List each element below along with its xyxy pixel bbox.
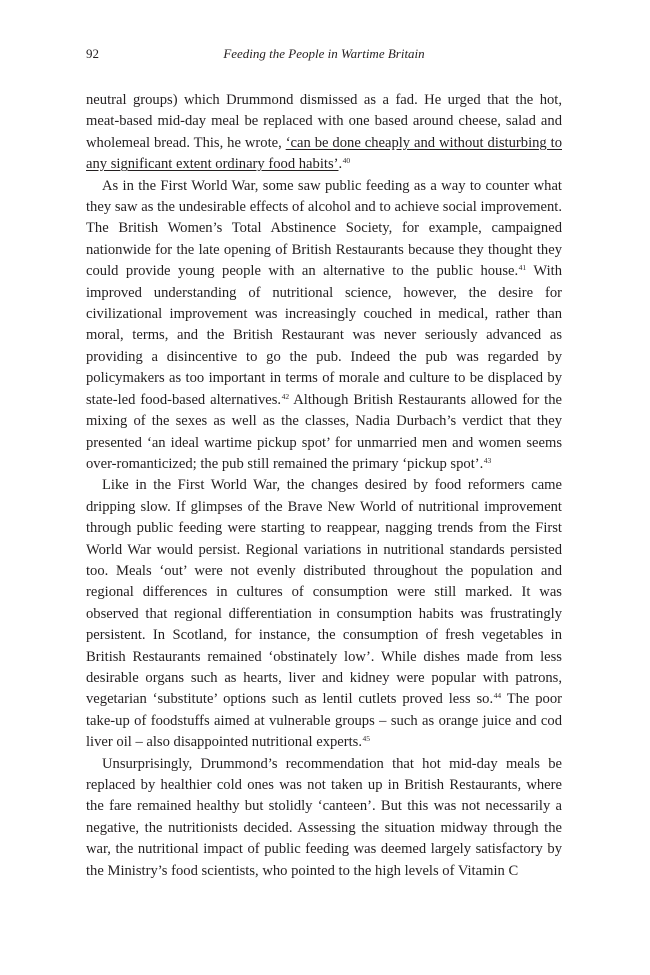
text-run: With improved understanding of nutritional science, however, the desire for civilizational improvement was increasingly couched in medical, rather than moral, terms, and the British Restaurant was never seriously advanced as providing a disincentive to go the pub. Indeed the pub was regarded by policymakers as too important in terms of morale and culture to be displaced by state-led food-based alternatives. (86, 263, 562, 408)
paragraph (86, 176, 562, 476)
body-text (86, 90, 562, 882)
text-run: neutral groups) which Drummond dismissed as a fad. He urged that the hot, meat-based mid-day meal be replaced with one based around cheese, salad and wholemeal bread. This, he wrote, (86, 92, 562, 151)
footnote-marker: 43 (483, 455, 492, 465)
text-run: . (338, 156, 343, 173)
text-run: Like in the First World War, the changes desired by food reformers came dripping slow. If glimpses of the Brave New World of nutritional improvement through public feeding were starting to reappear, nagging trends from the First World War would persist. Regional variations in nutritional standards persisted too. Meals ‘out’ were not evenly distributed throughout the population and regional differences in cultures of consumption were still marked. It was observed that regional differentiation in consumption habits was frustratingly persistent. In Scotland, for instance, the consumption of fresh vegetables in British Restaurants remained ‘obstinately low’. While dishes made from less desirable organs such as hearts, liver and kidney were popular with patrons, vegetarian ‘substitute’ options such as lentil cutlets proved less so. (86, 477, 562, 708)
paragraph (86, 475, 562, 753)
footnote-marker: 42 (281, 391, 290, 401)
paragraph (86, 754, 562, 882)
text-run: Although British Restaurants allowed for the mixing of the sexes as well as the classes, Nadia Durbach’s verdict that they presented ‘an ideal wartime pickup spot’ for unmarried men and women seems over-romanticized; the pub still remained the primary ‘pickup spot’. (86, 391, 562, 472)
footnote-marker: 40 (342, 156, 351, 166)
text-run: Unsurprisingly, Drummond’s recommendation that hot mid-day meals be replaced by healthier cold ones was not taken up in British Restaurants, where the fare remained healthy but stolidly ‘canteen’. But this was not necessarily a negative, the nutritionists decided. Assessing the situation midway through the war, the nutritional impact of public feeding was deemed largely satisfactory by the Ministry’s food scientists, who pointed to the high levels of Vitamin C (86, 755, 562, 879)
book-page (86, 44, 562, 882)
text-run: As in the First World War, some saw public feeding as a way to counter what they saw as the undesirable effects of alcohol and to achieve social improvement. The British Women’s Total Abstinence Society, for example, campaigned nationwide for the late opening of British Restaurants because they thought they could provide young people with an alternative to the public house. (86, 177, 562, 280)
footnote-marker: 41 (518, 263, 527, 273)
page-number: 92 (86, 46, 99, 61)
underlined-quote: ‘can be done cheaply and without disturbing to any significant extent ordinary food habits’ (86, 134, 562, 173)
running-title: Feeding the People in Wartime Britain (223, 46, 425, 61)
footnote-marker: 45 (362, 734, 371, 744)
paragraph (86, 90, 562, 176)
running-head (86, 44, 562, 64)
footnote-marker: 44 (493, 691, 502, 701)
text-run: The poor take-up of foodstuffs aimed at vulnerable groups – such as orange juice and cod liver oil – also disappointed nutritional experts. (86, 691, 562, 751)
